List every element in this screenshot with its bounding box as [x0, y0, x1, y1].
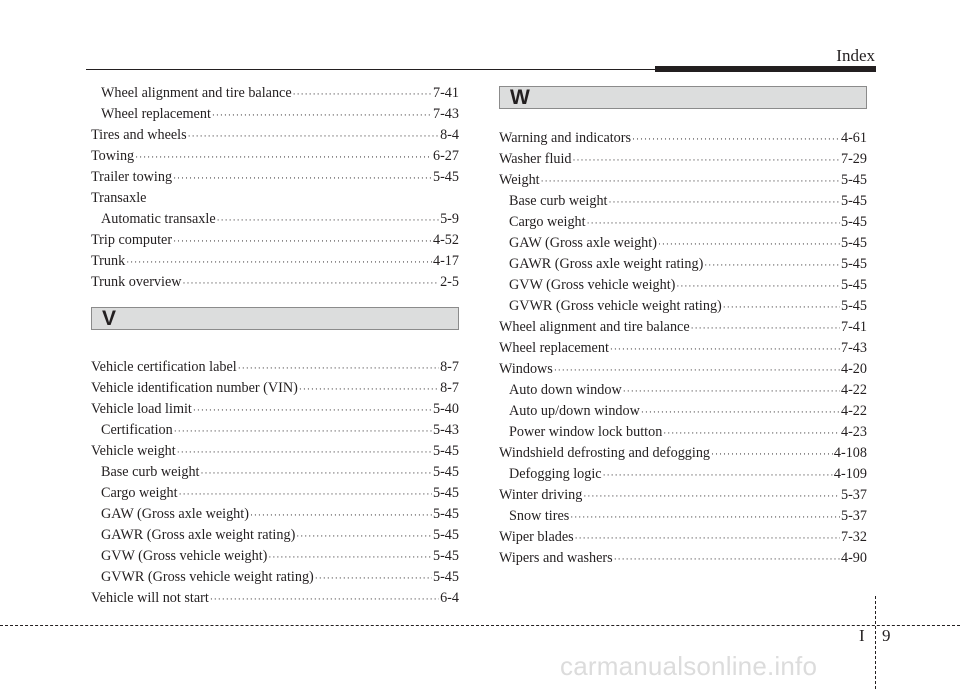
index-entry-label: Tires and wheels	[91, 127, 187, 143]
index-entry	[499, 443, 867, 464]
index-entry-label: Cargo weight	[509, 214, 586, 230]
index-entry-page: 5-45	[840, 235, 867, 251]
index-entry-label: Defogging logic	[509, 466, 602, 482]
dot-leader	[704, 255, 840, 276]
index-entry-label: Wheel replacement	[499, 340, 609, 356]
index-entry-label: GAWR (Gross axle weight rating)	[101, 527, 296, 543]
index-entry	[499, 254, 867, 275]
index-entry-page: 5-45	[432, 569, 459, 585]
index-entry	[91, 378, 459, 399]
index-entry	[499, 338, 867, 359]
index-entry-label: Winter driving	[499, 487, 583, 503]
dot-leader	[658, 234, 840, 255]
index-entry-label: Warning and indicators	[499, 130, 632, 146]
index-entry-page: 8-4	[440, 127, 459, 143]
dot-leader	[174, 421, 432, 442]
index-entry-label: Wheel replacement	[101, 106, 211, 122]
index-entry	[91, 462, 459, 483]
dot-leader	[632, 129, 840, 150]
index-entry-label: GVWR (Gross vehicle weight rating)	[509, 298, 722, 314]
dot-leader	[201, 463, 432, 484]
index-entry	[91, 167, 459, 188]
index-entry-label: Wheel alignment and tire balance	[101, 85, 292, 101]
header-title: Index	[836, 46, 875, 65]
index-entry	[91, 83, 459, 104]
index-entry-label: GVW (Gross vehicle weight)	[101, 548, 268, 564]
index-entry-label: Wiper blades	[499, 529, 574, 545]
index-entry-label: GAW (Gross axle weight)	[509, 235, 657, 251]
index-entry-label: Trailer towing	[91, 169, 173, 185]
dot-leader	[183, 273, 440, 294]
dot-leader	[250, 505, 432, 526]
header-accent-bar	[655, 66, 876, 72]
index-entry-page: 4-22	[840, 403, 867, 419]
dot-leader	[610, 339, 840, 360]
index-entry-label: GAW (Gross axle weight)	[101, 506, 249, 522]
index-entry	[499, 317, 867, 338]
index-entry-page: 4-109	[833, 466, 867, 482]
index-entry	[91, 125, 459, 146]
index-entry-page: 8-7	[440, 380, 459, 396]
index-entry	[499, 380, 867, 401]
index-entry-label: Power window lock button	[509, 424, 663, 440]
index-entry-label: GVW (Gross vehicle weight)	[509, 277, 676, 293]
index-entry-page: 5-45	[840, 256, 867, 272]
index-entry-page: 8-7	[440, 359, 459, 375]
dot-leader	[296, 526, 432, 547]
dot-leader	[188, 126, 439, 147]
index-entries-v	[91, 357, 459, 609]
index-entry-page: 4-90	[840, 550, 867, 566]
index-entry-label: Trunk overview	[91, 274, 182, 290]
dot-leader	[554, 360, 840, 381]
index-entry-page: 5-45	[432, 506, 459, 522]
index-entry	[499, 212, 867, 233]
index-entry	[499, 548, 867, 569]
index-entry-page: 5-9	[440, 211, 459, 227]
index-entry-label: Towing	[91, 148, 135, 164]
index-entry	[499, 296, 867, 317]
dot-leader	[570, 507, 840, 528]
index-entry	[499, 128, 867, 149]
index-entry-label: Base curb weight	[509, 193, 608, 209]
index-entry-page: 5-45	[432, 485, 459, 501]
dot-leader	[603, 465, 833, 486]
index-entry	[499, 506, 867, 527]
footer-vertical-dashed-rule	[875, 596, 876, 689]
index-entry-page: 5-45	[840, 277, 867, 293]
index-entry-page: 5-45	[432, 527, 459, 543]
dot-leader	[179, 484, 432, 505]
index-entry-page: 5-45	[840, 172, 867, 188]
dot-leader	[293, 84, 432, 105]
index-entry-label: Vehicle will not start	[91, 590, 209, 606]
section-letter-w: W	[510, 86, 530, 109]
section-letter-v: V	[102, 307, 117, 330]
index-entry-page: 7-43	[432, 106, 459, 122]
index-entries-w	[499, 128, 867, 569]
dot-leader	[135, 147, 432, 168]
dot-leader	[315, 568, 432, 589]
index-entry	[91, 483, 459, 504]
dot-leader	[676, 276, 840, 297]
footer-page-number: 9	[882, 626, 891, 645]
index-entry	[91, 525, 459, 546]
index-entry	[91, 104, 459, 125]
dot-leader	[583, 486, 840, 507]
index-entry	[499, 233, 867, 254]
index-entry-page: 4-17	[432, 253, 459, 269]
dot-leader	[173, 231, 432, 252]
index-entry-label: Automatic transaxle	[101, 211, 216, 227]
dot-leader	[217, 210, 439, 231]
dot-leader	[193, 400, 432, 421]
dot-leader	[173, 168, 432, 189]
index-entry-page: 5-43	[432, 422, 459, 438]
index-entry-label: Auto up/down window	[509, 403, 640, 419]
index-entry-label: Trip computer	[91, 232, 173, 248]
index-entry-page: 5-45	[432, 169, 459, 185]
index-entry-label: Weight	[499, 172, 540, 188]
index-entry-page: 7-43	[840, 340, 867, 356]
index-entry-page: 5-37	[840, 508, 867, 524]
right-column	[499, 83, 867, 569]
index-entry-page: 4-52	[432, 232, 459, 248]
dot-leader	[609, 192, 840, 213]
index-entry-label: Windows	[499, 361, 553, 377]
index-entry-label: Vehicle weight	[91, 443, 176, 459]
index-entry-page: 5-45	[840, 193, 867, 209]
index-entry	[499, 191, 867, 212]
index-entry	[499, 359, 867, 380]
index-entry	[91, 399, 459, 420]
dot-leader	[663, 423, 840, 444]
dot-leader	[238, 358, 439, 379]
index-entry-page: 2-5	[440, 274, 459, 290]
index-entries-continued	[91, 83, 459, 293]
index-entry	[91, 504, 459, 525]
dot-leader	[711, 444, 833, 465]
index-entry-label: Trunk	[91, 253, 126, 269]
index-entry-page: 4-22	[840, 382, 867, 398]
dot-leader	[691, 318, 840, 339]
index-entry	[499, 170, 867, 191]
index-entry-label: Vehicle certification label	[91, 359, 237, 375]
index-entry-label: Certification	[101, 422, 173, 438]
index-entry	[91, 188, 459, 209]
index-entry-label: Washer fluid	[499, 151, 572, 167]
index-entry-page: 6-4	[440, 590, 459, 606]
index-entry-label: Vehicle load limit	[91, 401, 192, 417]
index-entry-page: 4-23	[840, 424, 867, 440]
section-header-v	[91, 307, 459, 330]
index-entry-label: Wheel alignment and tire balance	[499, 319, 690, 335]
footer-dashed-rule	[0, 625, 960, 626]
dot-leader	[575, 528, 840, 549]
index-entry-page: 7-41	[432, 85, 459, 101]
index-entry	[499, 275, 867, 296]
index-entry	[91, 567, 459, 588]
watermark: carmanualsonline.info	[560, 651, 818, 681]
index-entry	[499, 527, 867, 548]
index-entry-page: 5-45	[432, 464, 459, 480]
index-entry	[91, 230, 459, 251]
index-entry	[499, 422, 867, 443]
index-entry	[499, 401, 867, 422]
dot-leader	[641, 402, 840, 423]
index-entry-page: 5-45	[432, 443, 459, 459]
index-entry-page: 5-45	[432, 548, 459, 564]
index-entry	[91, 546, 459, 567]
index-entry-page: 5-45	[840, 298, 867, 314]
index-entry-label: Vehicle identification number (VIN)	[91, 380, 298, 396]
index-entry-page: 4-108	[833, 445, 867, 461]
dot-leader	[541, 171, 840, 192]
index-entry	[91, 251, 459, 272]
left-column	[91, 83, 459, 609]
index-entry-label: GAWR (Gross axle weight rating)	[509, 256, 704, 272]
index-entry-label: Snow tires	[509, 508, 570, 524]
footer-section-label: I	[859, 626, 865, 645]
index-entry-page: 7-41	[840, 319, 867, 335]
dot-leader	[268, 547, 432, 568]
dot-leader	[299, 379, 439, 400]
index-entry-page: 5-40	[432, 401, 459, 417]
dot-leader	[126, 252, 432, 273]
index-entry-label: Base curb weight	[101, 464, 200, 480]
index-entry	[91, 357, 459, 378]
index-entry-label: Auto down window	[509, 382, 622, 398]
index-entry-label: Cargo weight	[101, 485, 178, 501]
index-entry	[91, 272, 459, 293]
index-entry-label: GVWR (Gross vehicle weight rating)	[101, 569, 314, 585]
section-header-w	[499, 86, 867, 109]
index-entry-label: Wipers and washers	[499, 550, 613, 566]
index-entry-label: Windshield defrosting and defogging	[499, 445, 711, 461]
dot-leader	[177, 442, 432, 463]
index-entry	[499, 464, 867, 485]
index-entry	[91, 146, 459, 167]
index-entry	[91, 588, 459, 609]
dot-leader	[623, 381, 840, 402]
dot-leader	[210, 589, 439, 610]
index-entry-page: 7-32	[840, 529, 867, 545]
index-entry-page: 4-20	[840, 361, 867, 377]
index-entry	[91, 441, 459, 462]
dot-leader	[573, 150, 840, 171]
index-entry	[499, 485, 867, 506]
index-entry-label: Transaxle	[91, 190, 147, 206]
dot-leader	[723, 297, 840, 318]
index-entry	[91, 420, 459, 441]
index-entry-page: 5-37	[840, 487, 867, 503]
dot-leader	[587, 213, 840, 234]
index-entry	[499, 149, 867, 170]
dot-leader	[212, 105, 432, 126]
dot-leader	[614, 549, 840, 570]
index-entry-page: 7-29	[840, 151, 867, 167]
index-entry	[91, 209, 459, 230]
index-entry-page: 4-61	[840, 130, 867, 146]
index-entry-page: 6-27	[432, 148, 459, 164]
index-entry-page: 5-45	[840, 214, 867, 230]
